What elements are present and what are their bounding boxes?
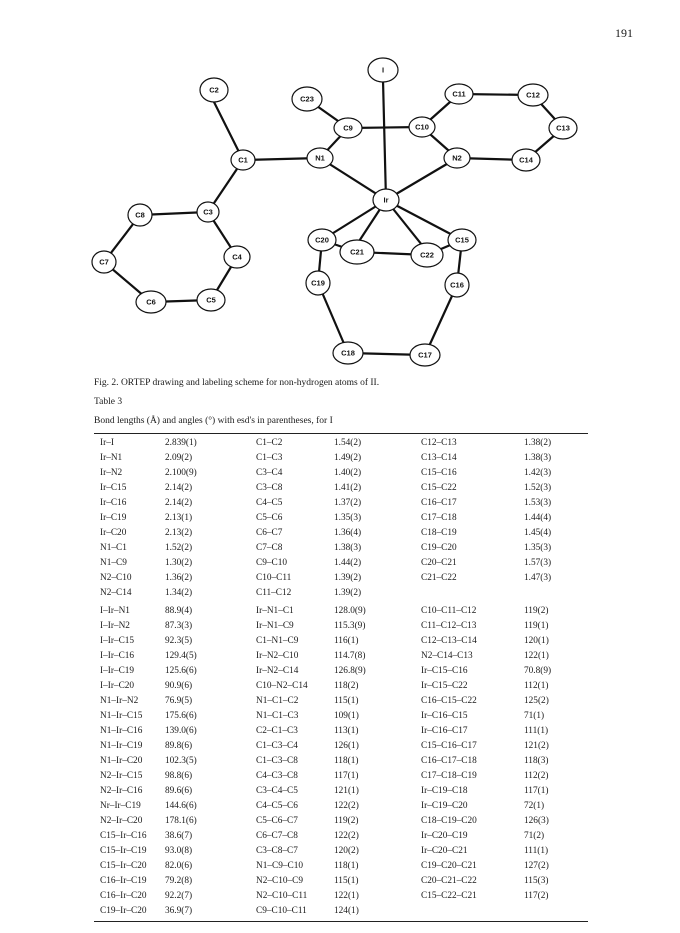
bond-value: 111(1) <box>524 726 549 736</box>
bond-value: 71(1) <box>524 711 545 721</box>
table-row <box>94 526 588 541</box>
bond-label: N2–C14–C13 <box>421 651 473 661</box>
bond-value: 1.36(2) <box>165 573 193 583</box>
bond-label: C1–N1–C9 <box>256 636 299 646</box>
bond-value: 112(1) <box>524 681 549 691</box>
bond-value: 115(1) <box>334 876 359 886</box>
bond-label: Ir–C20–C19 <box>421 831 468 841</box>
bond-label: C16–Ir–C20 <box>100 891 147 901</box>
table-row <box>94 466 588 481</box>
bond-label: N1–Ir–C20 <box>100 756 143 766</box>
bond-value: 119(2) <box>524 606 549 616</box>
bond-value: 89.6(6) <box>165 786 193 796</box>
table-row <box>94 511 588 526</box>
bond-value: 72(1) <box>524 801 545 811</box>
table-row <box>94 799 588 814</box>
bond-value: 1.49(2) <box>334 453 362 463</box>
bond-value: 70.8(9) <box>524 666 552 676</box>
bond-label: C3–C8 <box>256 483 283 493</box>
atom-label: C7 <box>99 257 109 267</box>
bond-value: 2.839(1) <box>165 438 197 448</box>
atom-label: C23 <box>300 94 314 104</box>
bond-value: 92.3(5) <box>165 636 193 646</box>
bond-label: Ir–C15 <box>100 483 127 493</box>
bond-label: Ir–C16 <box>100 498 127 508</box>
bond-value: 111(1) <box>524 846 549 856</box>
bond-label: N1–C1–C2 <box>256 696 299 706</box>
atom-label: C4 <box>232 252 242 262</box>
bond-label: C3–C8–C7 <box>256 846 298 856</box>
bond-value: 122(1) <box>334 891 359 901</box>
bond-label: Ir–N1–C1 <box>256 606 294 616</box>
bond-value: 118(3) <box>524 756 549 766</box>
bond-value: 1.39(2) <box>334 573 362 583</box>
bond-value: 121(1) <box>334 786 359 796</box>
bond-value: 36.9(7) <box>165 906 193 916</box>
atom-label: Ir <box>383 195 389 205</box>
bond-label: N2–C10–C11 <box>256 891 308 901</box>
bond-label: C12–C13 <box>421 438 457 448</box>
bond-label: C15–Ir–C16 <box>100 831 147 841</box>
bond-label: C4–C3–C8 <box>256 771 298 781</box>
bond-value: 1.36(4) <box>334 528 362 538</box>
bond-value: 126(1) <box>334 741 359 751</box>
atom-label: C5 <box>206 295 216 305</box>
bond-value: 117(1) <box>334 771 359 781</box>
bond-value: 114.7(8) <box>334 651 366 661</box>
figure-label: Fig. 2. <box>94 378 119 388</box>
bond-label: I–Ir–N1 <box>100 606 130 616</box>
atom-label: C8 <box>135 210 145 220</box>
bond-label: N1–C9 <box>100 558 127 568</box>
bond-value: 118(2) <box>334 681 359 691</box>
atom-label: C2 <box>209 85 219 95</box>
bond-value: 122(1) <box>524 651 549 661</box>
bond-label: C11–C12 <box>256 588 292 598</box>
table-caption: Bond lengths (Å) and angles (°) with esd's in parentheses, for I <box>94 416 333 426</box>
bond-value: 102.3(5) <box>165 756 197 766</box>
bond-value: 1.38(3) <box>334 543 362 553</box>
bond-value: 2.13(2) <box>165 528 193 538</box>
atom-label: C21 <box>350 247 364 257</box>
bond-label: C15–Ir–C20 <box>100 861 147 871</box>
bond-value: 92.2(7) <box>165 891 193 901</box>
bond-label: C16–C17 <box>421 498 457 508</box>
bond-label: C12–C13–C14 <box>421 636 477 646</box>
bond-value: 1.40(2) <box>334 468 362 478</box>
bond-value: 117(2) <box>524 891 549 901</box>
bond-value: 139.0(6) <box>165 726 197 736</box>
bond-value: 1.52(2) <box>165 543 193 553</box>
bond-label: C16–Ir–C19 <box>100 876 147 886</box>
bond-value: 79.2(8) <box>165 876 193 886</box>
bond-value: 120(2) <box>334 846 359 856</box>
bond-label: Ir–C20–C21 <box>421 846 468 856</box>
atom-label: C9 <box>343 123 353 133</box>
table-row <box>94 874 588 889</box>
table-row <box>94 754 588 769</box>
bond-value: 2.09(2) <box>165 453 193 463</box>
atom-label: C15 <box>455 235 469 245</box>
bond-lengths-block <box>94 436 588 601</box>
table-row <box>94 664 588 679</box>
bond-label: C10–N2–C14 <box>256 681 308 691</box>
figure-caption-text: ORTEP drawing and labeling scheme for non-hydrogen atoms of II. <box>120 378 380 388</box>
table-row <box>94 829 588 844</box>
bond-value: 88.9(4) <box>165 606 193 616</box>
bond-value: 1.30(2) <box>165 558 193 568</box>
atom-label: C16 <box>450 280 464 290</box>
bond-ir-i <box>383 80 386 200</box>
bond-value: 2.14(2) <box>165 498 193 508</box>
bond-label: N2–C10–C9 <box>256 876 304 886</box>
bond-value: 1.41(2) <box>334 483 362 493</box>
bond-label: C10–C11–C12 <box>421 606 477 616</box>
bond-label: Ir–C15–C16 <box>421 666 468 676</box>
bond-value: 115(3) <box>524 876 549 886</box>
bond-value: 1.35(3) <box>524 543 552 553</box>
bond-label: N1–Ir–N2 <box>100 696 139 706</box>
bond-label: Ir–C20 <box>100 528 127 538</box>
bond-label: N2–Ir–C20 <box>100 816 143 826</box>
bond-label: C1–C3 <box>256 453 283 463</box>
atom-label: C19 <box>311 278 325 288</box>
atom-label: C20 <box>315 235 329 245</box>
bond-value: 122(2) <box>334 801 359 811</box>
bond-label: C5–C6 <box>256 513 283 523</box>
table-top-rule <box>94 433 588 434</box>
bond-label: I–Ir–C19 <box>100 666 135 676</box>
bond-value: 1.57(3) <box>524 558 552 568</box>
bond-label: Ir–C15–C22 <box>421 681 468 691</box>
atom-label: C11 <box>452 89 466 99</box>
bond-label: N1–Ir–C19 <box>100 741 143 751</box>
table-row <box>94 481 588 496</box>
bond-value: 120(1) <box>524 636 549 646</box>
bond-label: N2–C14 <box>100 588 132 598</box>
table-row <box>94 649 588 664</box>
bond-value: 122(2) <box>334 831 359 841</box>
bond-angles-block <box>94 604 588 919</box>
bond-label: C19–C20–C21 <box>421 861 477 871</box>
atom-label: N1 <box>315 153 325 163</box>
bond-value: 127(2) <box>524 861 549 871</box>
bond-label: C15–Ir–C19 <box>100 846 147 856</box>
bond-value: 1.54(2) <box>334 438 362 448</box>
bond-label: Ir–I <box>100 438 114 448</box>
bond-value: 115.3(9) <box>334 621 366 631</box>
bond-label: I–Ir–C20 <box>100 681 135 691</box>
table-bottom-rule <box>94 921 588 922</box>
atom-label: C14 <box>519 155 533 165</box>
bond-label: C5–C6–C7 <box>256 816 298 826</box>
bond-value: 119(1) <box>524 621 549 631</box>
bond-label: C18–C19 <box>421 528 457 538</box>
table-row <box>94 436 588 451</box>
bond-label: Nr–Ir–C19 <box>100 801 141 811</box>
bond-value: 126(3) <box>524 816 549 826</box>
bond-value: 2.100(9) <box>165 468 197 478</box>
bond-value: 115(1) <box>334 696 359 706</box>
table-row <box>94 859 588 874</box>
table-row <box>94 541 588 556</box>
table-row <box>94 889 588 904</box>
bond-label: C2–C1–C3 <box>256 726 298 736</box>
atom-label: N2 <box>452 153 462 163</box>
bond-label: C11–C12–C13 <box>421 621 477 631</box>
bond-value: 1.47(3) <box>524 573 552 583</box>
bond-value: 1.34(2) <box>165 588 193 598</box>
table-row <box>94 556 588 571</box>
bond-value: 1.38(2) <box>524 438 552 448</box>
bond-label: Ir–N2–C10 <box>256 651 299 661</box>
bond-label: N2–C10 <box>100 573 132 583</box>
bond-value: 71(2) <box>524 831 545 841</box>
bond-label: N2–Ir–C16 <box>100 786 143 796</box>
bond-label: C20–C21 <box>421 558 457 568</box>
bond-label: C15–C16–C17 <box>421 741 477 751</box>
bond-value: 1.44(2) <box>334 558 362 568</box>
bond-label: Ir–N1–C9 <box>256 621 294 631</box>
bond-value: 125.6(6) <box>165 666 197 676</box>
bond-label: C3–C4–C5 <box>256 786 298 796</box>
bond-value: 1.44(4) <box>524 513 552 523</box>
bond-value: 125(2) <box>524 696 549 706</box>
atom-label: C6 <box>146 297 156 307</box>
bond-label: Ir–N1 <box>100 453 123 463</box>
bond-value: 1.39(2) <box>334 588 362 598</box>
bond-label: Ir–N2 <box>100 468 123 478</box>
bond-label: C7–C8 <box>256 543 283 553</box>
bond-value: 38.6(7) <box>165 831 193 841</box>
bond-label: C16–C15–C22 <box>421 696 477 706</box>
bond-label: Ir–C19 <box>100 513 127 523</box>
bond-value: 112(2) <box>524 771 549 781</box>
bond-value: 121(2) <box>524 741 549 751</box>
bond-label: Ir–C16–C15 <box>421 711 468 721</box>
bond-label: Ir–C16–C17 <box>421 726 468 736</box>
bond-value: 1.52(3) <box>524 483 552 493</box>
bond-label: C15–C22 <box>421 483 457 493</box>
bond-value: 1.38(3) <box>524 453 552 463</box>
bond-value: 116(1) <box>334 636 359 646</box>
table-row <box>94 619 588 634</box>
table-row <box>94 724 588 739</box>
bond-value: 113(1) <box>334 726 359 736</box>
bond-label: N1–Ir–C15 <box>100 711 143 721</box>
bond-value: 1.35(3) <box>334 513 362 523</box>
atom-label: C10 <box>415 122 429 132</box>
bond-label: C1–C3–C8 <box>256 756 298 766</box>
ortep-figure <box>0 0 680 375</box>
bond-value: 87.3(3) <box>165 621 193 631</box>
table-title: Table 3 <box>94 397 123 407</box>
atom-label: C18 <box>341 348 355 358</box>
table-row <box>94 586 588 601</box>
bond-value: 1.42(3) <box>524 468 552 478</box>
bond-label: I–Ir–C16 <box>100 651 135 661</box>
bond-label: C9–C10 <box>256 558 287 568</box>
bond-label: C19–Ir–C20 <box>100 906 147 916</box>
atom-label: C1 <box>238 155 248 165</box>
bond-value: 90.9(6) <box>165 681 193 691</box>
table-row <box>94 904 588 919</box>
bond-value: 2.13(1) <box>165 513 193 523</box>
bond-label: N1–Ir–C16 <box>100 726 143 736</box>
table-row <box>94 814 588 829</box>
bond-value: 178.1(6) <box>165 816 197 826</box>
bond-label: C4–C5 <box>256 498 283 508</box>
bond-label: C1–C3–C4 <box>256 741 298 751</box>
bond-label: C3–C4 <box>256 468 283 478</box>
bond-label: C19–C20 <box>421 543 457 553</box>
table-row <box>94 784 588 799</box>
bond-label: I–Ir–C15 <box>100 636 135 646</box>
table-row <box>94 604 588 619</box>
bond-label: Ir–C19–C18 <box>421 786 468 796</box>
table-row <box>94 634 588 649</box>
bond-label: C18–C19–C20 <box>421 816 477 826</box>
atom-label: C13 <box>556 123 570 133</box>
bond-label: I–Ir–N2 <box>100 621 130 631</box>
bond-label: Ir–N2–C14 <box>256 666 299 676</box>
atom-label: C3 <box>203 207 213 217</box>
bond-value: 124(1) <box>334 906 359 916</box>
bond-value: 1.53(3) <box>524 498 552 508</box>
bond-label: C13–C14 <box>421 453 457 463</box>
bond-value: 98.8(6) <box>165 771 193 781</box>
page-number: 191 <box>615 26 633 40</box>
bond-label: C15–C22–C21 <box>421 891 477 901</box>
atom-label: C12 <box>526 90 540 100</box>
table-row <box>94 769 588 784</box>
bond-label: N1–C1 <box>100 543 127 553</box>
atom-label: C22 <box>420 250 434 260</box>
bond-value: 119(2) <box>334 816 359 826</box>
bond-value: 2.14(2) <box>165 483 193 493</box>
bond-label: C6–C7–C8 <box>256 831 298 841</box>
bond-label: N2–Ir–C15 <box>100 771 143 781</box>
bond-label: C16–C17–C18 <box>421 756 477 766</box>
bond-value: 118(1) <box>334 756 359 766</box>
table-row <box>94 451 588 466</box>
bond-label: C21–C22 <box>421 573 457 583</box>
atom-label: I <box>381 65 385 75</box>
bond-value: 1.37(2) <box>334 498 362 508</box>
bond-value: 1.45(4) <box>524 528 552 538</box>
table-row <box>94 694 588 709</box>
figure-caption <box>94 378 379 388</box>
bond-value: 129.4(5) <box>165 651 197 661</box>
bond-value: 89.8(6) <box>165 741 193 751</box>
bond-value: 82.0(6) <box>165 861 193 871</box>
table-row <box>94 844 588 859</box>
bond-label: C15–C16 <box>421 468 457 478</box>
bond-label: C20–C21–C22 <box>421 876 477 886</box>
bond-label: C17–C18 <box>421 513 457 523</box>
table-row <box>94 496 588 511</box>
table-row <box>94 739 588 754</box>
bond-value: 175.6(6) <box>165 711 197 721</box>
bond-value: 118(1) <box>334 861 359 871</box>
bond-value: 144.6(6) <box>165 801 197 811</box>
bond-label: C1–C2 <box>256 438 283 448</box>
bond-value: 126.8(9) <box>334 666 366 676</box>
bond-label: C10–C11 <box>256 573 292 583</box>
bond-label: C9–C10–C11 <box>256 906 307 916</box>
table-row <box>94 709 588 724</box>
bond-value: 93.0(8) <box>165 846 193 856</box>
atom-label: C17 <box>418 350 432 360</box>
bond-label: C6–C7 <box>256 528 283 538</box>
bond-value: 109(1) <box>334 711 359 721</box>
bond-label: C4–C5–C6 <box>256 801 298 811</box>
table-row <box>94 679 588 694</box>
bond-value: 117(1) <box>524 786 549 796</box>
bond-label: N1–C1–C3 <box>256 711 299 721</box>
bond-label: C17–C18–C19 <box>421 771 477 781</box>
bond-label: Ir–C19–C20 <box>421 801 468 811</box>
table-row <box>94 571 588 586</box>
bond-value: 128.0(9) <box>334 606 366 616</box>
bond-value: 76.9(5) <box>165 696 193 706</box>
bond-label: N1–C9–C10 <box>256 861 304 871</box>
